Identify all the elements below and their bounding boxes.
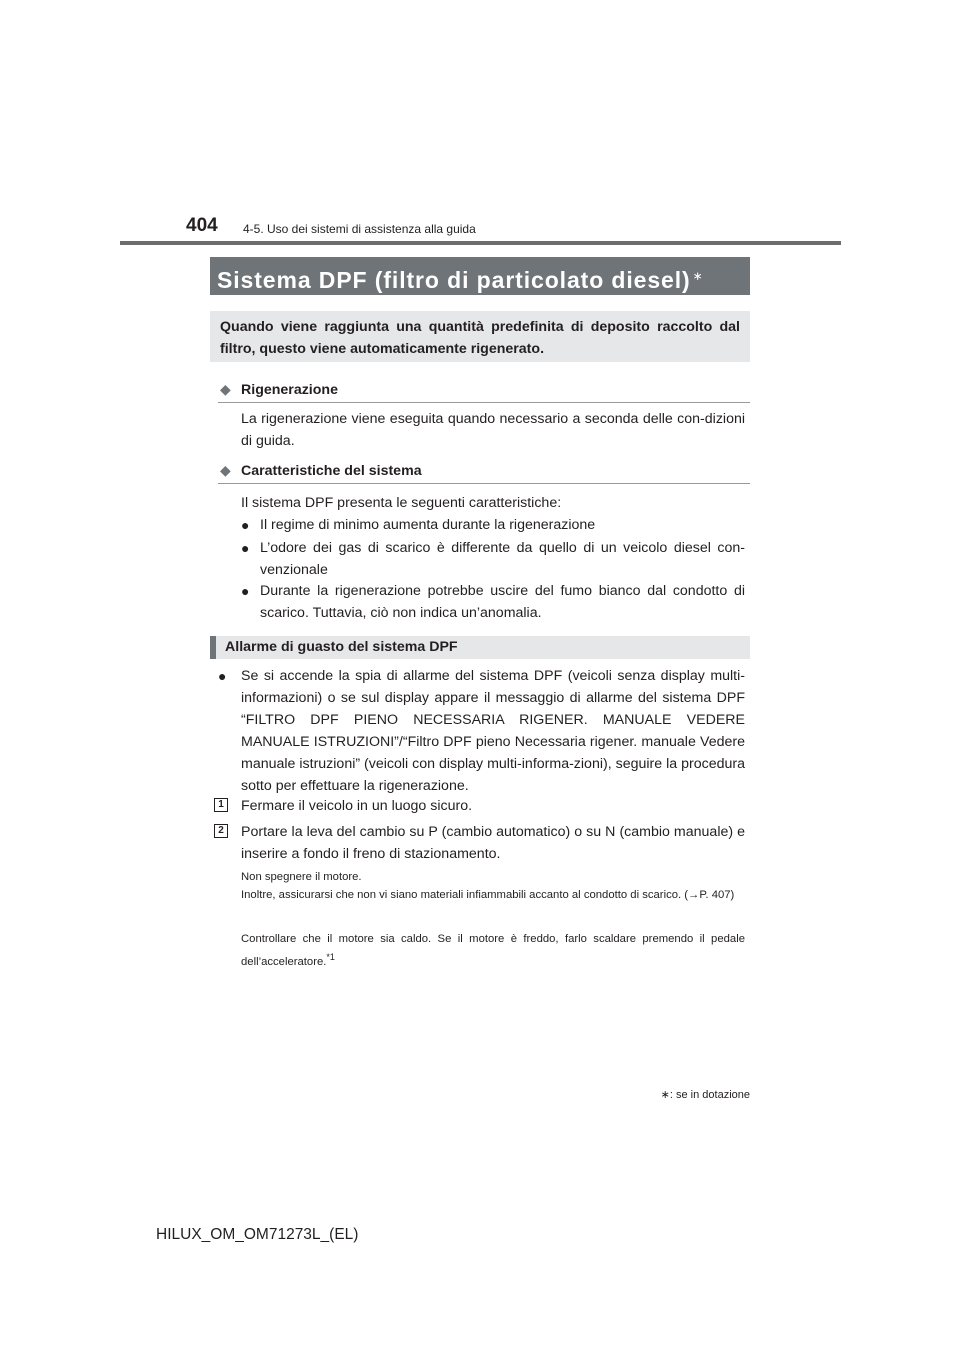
note-text	[241, 930, 745, 971]
bullet-icon: ●	[218, 668, 227, 684]
bullet-icon: ●	[241, 540, 250, 556]
step-text: Portare la leva del cambio su P (cambio automatico) o su N (cambio manuale) e inserire a fondo il freno di stazionamento.	[241, 824, 745, 862]
step-number-badge: 1	[214, 798, 228, 812]
footnote-ref: *1	[326, 952, 335, 962]
step-text: Fermare il veicolo in un luogo sicuro.	[241, 798, 473, 814]
alarm-section-heading: Allarme di guasto del sistema DPF	[210, 636, 750, 659]
step-number-badge: 2	[214, 824, 228, 838]
document-code: HILUX_OM_OM71273L_(EL)	[156, 1226, 359, 1243]
footnote	[660, 1087, 750, 1103]
subsection-heading-rigenerazione	[218, 380, 750, 403]
alarm-description: Se si accende la spia di allarme del sistema DPF (veicoli senza display multi-informazioni) o se sul display appare il messaggio di allarme del sistema DPF “FILTRO DPF PIENO NECESSARIA RIGENER. MANUALE VEDERE MANUALE ISTRUZIONI”/“Filtro DPF pieno Necessaria rigener. manuale Vedere manuale istruzioni” (veicoli con display multi-informa-zioni), seguire la procedura sotto per effettuare la rigenerazione.	[241, 668, 745, 794]
subsection-heading-caratteristiche	[218, 461, 750, 484]
footnote-marker: ∗	[660, 1089, 670, 1101]
bullet-icon: ●	[241, 583, 250, 599]
diamond-bullet-icon: ◆	[220, 381, 231, 397]
page-number: 404	[186, 215, 218, 236]
footnote-text: : se in dotazione	[669, 1089, 750, 1101]
note-text: Inoltre, assicurarsi che non vi siano materiali infiammabili accanto al condotto di scarico. (→P. 407)	[241, 889, 735, 901]
bullet-icon: ●	[241, 517, 250, 533]
subsection-title: Caratteristiche del sistema	[241, 463, 422, 479]
page-title-text: Sistema DPF (filtro di particolato diesel)	[217, 267, 691, 293]
page-title	[210, 257, 750, 295]
caratteristiche-intro: Il sistema DPF presenta le seguenti caratteristiche:	[241, 495, 562, 511]
rigenerazione-body: La rigenerazione viene eseguita quando necessario a seconda delle con-dizioni di guida.	[241, 411, 745, 449]
subsection-title: Rigenerazione	[241, 382, 338, 398]
header-divider	[120, 241, 841, 245]
note-text: Non spegnere il motore.	[241, 871, 362, 883]
feature-item: L’odore dei gas di scarico è differente da quello di un veicolo diesel con-venzionale	[260, 540, 745, 578]
diamond-bullet-icon: ◆	[220, 462, 231, 478]
optional-equipment-marker: ∗	[692, 269, 704, 283]
intro-summary: Quando viene raggiunta una quantità predefinita di deposito raccolto dal filtro, questo viene automaticamente rigenerato.	[210, 311, 750, 362]
feature-item: Il regime di minimo aumenta durante la rigenerazione	[260, 517, 596, 533]
feature-item: Durante la rigenerazione potrebbe uscire del fumo bianco dal condotto di scarico. Tuttavia, ciò non indica un’anomalia.	[260, 583, 745, 621]
section-breadcrumb: 4-5. Uso dei sistemi di assistenza alla guida	[243, 222, 476, 236]
note-warmup: Controllare che il motore sia caldo. Se il motore è freddo, farlo scaldare premendo il pedale dell’acceleratore.	[241, 933, 745, 968]
